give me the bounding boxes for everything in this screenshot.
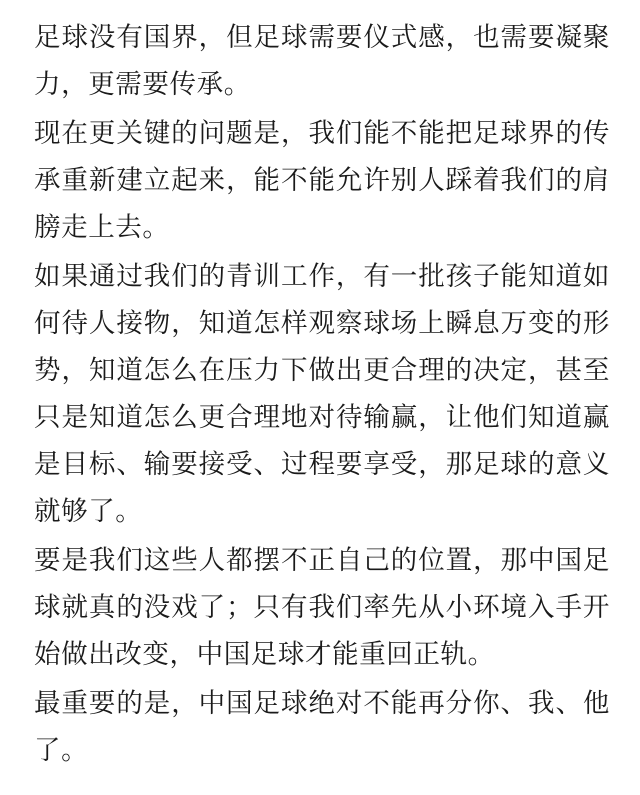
paragraph: 现在更关键的问题是，我们能不能把足球界的传承重新建立起来，能不能允许别人踩着我们的肩膀走上去。 — [34, 118, 610, 243]
paragraph: 最重要的是，中国足球绝对不能再分你、我、他了。 — [34, 688, 610, 766]
paragraph: 如果通过我们的青训工作，有一批孩子能知道如何待人接物，知道怎样观察球场上瞬息万变的形势，知道怎么在压力下做出更合理的决定，甚至只是知道怎么更合理地对待输赢，让他们知道赢是目标、输要接受、过程要享受，那足球的意义就够了。 — [34, 261, 610, 527]
paragraph: 足球没有国界，但足球需要仪式感，也需要凝聚力，更需要传承。 — [34, 22, 610, 100]
paragraph: 要是我们这些人都摆不正自己的位置，那中国足球就真的没戏了；只有我们率先从小环境入手开始做出改变，中国足球才能重回正轨。 — [34, 545, 610, 670]
